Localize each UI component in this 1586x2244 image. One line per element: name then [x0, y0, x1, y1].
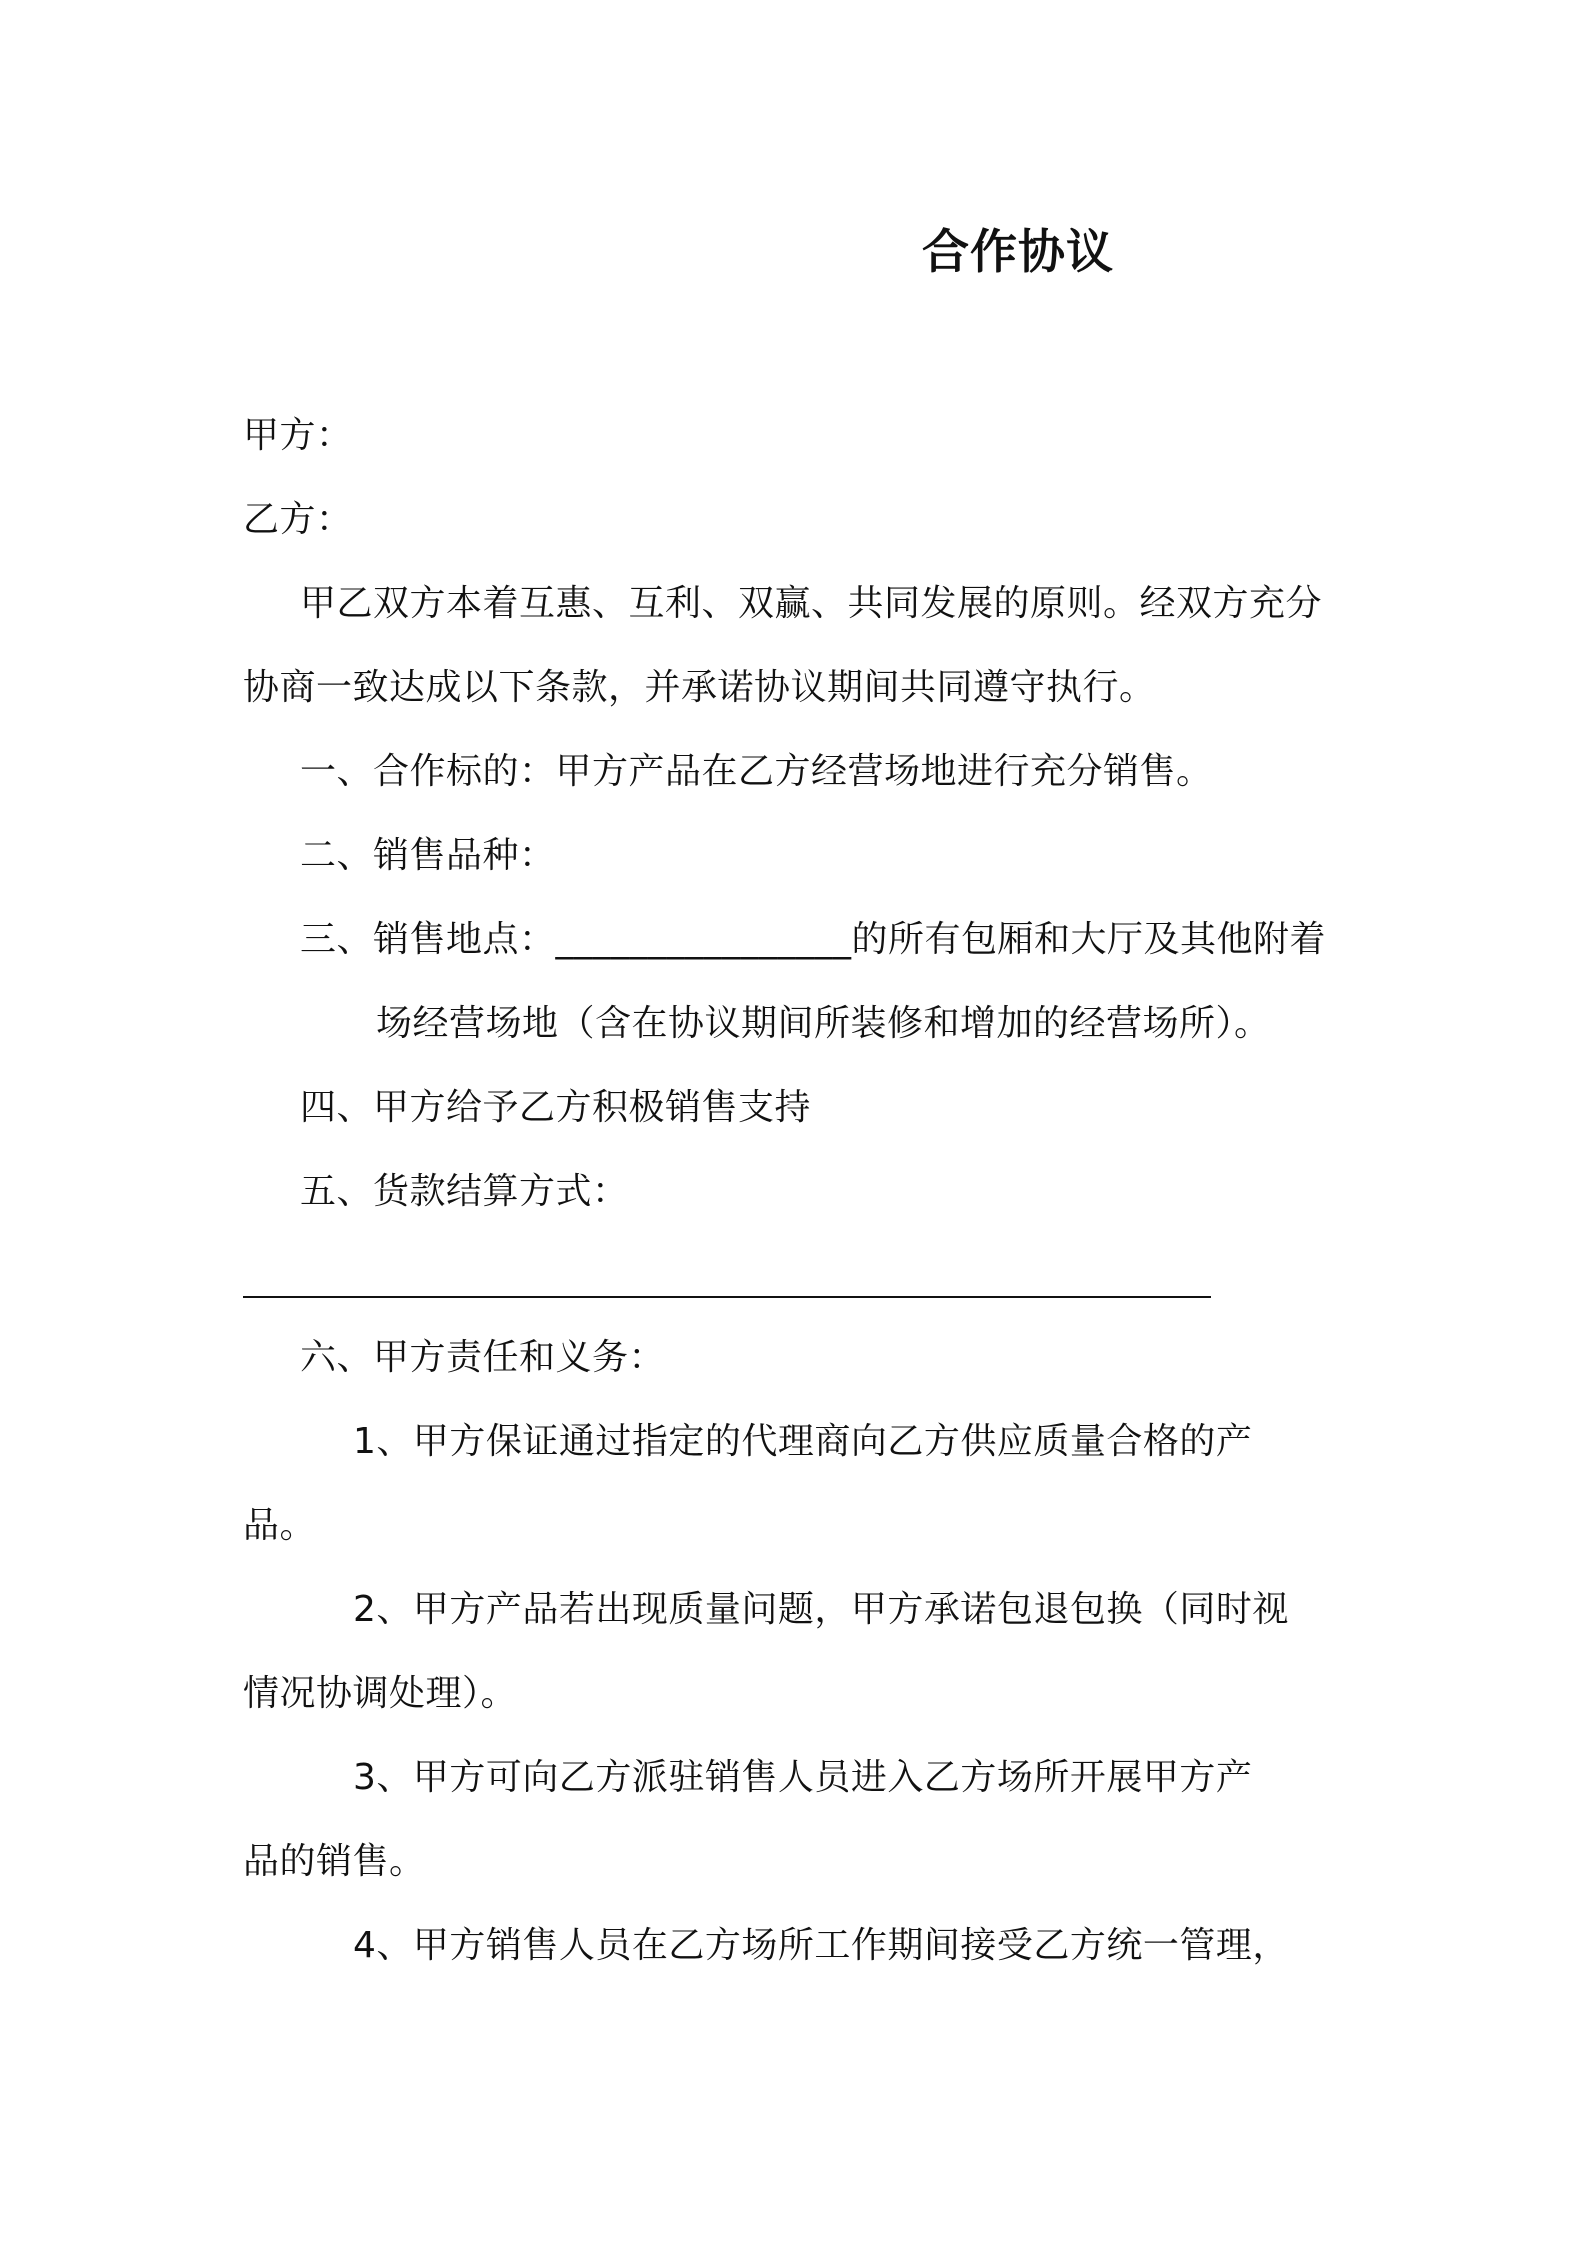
party-b-label: 乙方：: [243, 499, 353, 540]
document-title: 合作协议: [922, 225, 1114, 280]
clause-4: 四、甲方给予乙方积极销售支持: [300, 1087, 812, 1128]
party-a-label: 甲方：: [243, 415, 353, 456]
item-2-line-2: 情况协调处理）。: [243, 1673, 518, 1714]
clause-3-line-2: 场经营场地（含在协议期间所装修和增加的经营场所）。: [376, 1003, 1271, 1044]
item-4-line-1: 4、甲方销售人员在乙方场所工作期间接受乙方统一管理，: [353, 1925, 1289, 1966]
clause-2: 二、销售品种：: [300, 835, 556, 876]
clause-3-line-1: 三、销售地点：________________的所有包厢和大厅及其他附着: [300, 919, 1327, 960]
clause-1: 一、合作标的：甲方产品在乙方经营场地进行充分销售。: [300, 751, 1213, 792]
intro-line-2: 协商一致达成以下条款，并承诺协议期间共同遵守执行。: [243, 667, 1156, 708]
item-1-line-2: 品。: [243, 1505, 317, 1546]
item-3-line-1: 3、甲方可向乙方派驻销售人员进入乙方场所开展甲方产: [353, 1757, 1253, 1798]
clause-5: 五、货款结算方式：: [300, 1171, 629, 1212]
clause-6: 六、甲方责任和义务：: [300, 1337, 666, 1378]
item-3-line-2: 品的销售。: [243, 1841, 426, 1882]
item-2-line-1: 2、甲方产品若出现质量问题，甲方承诺包退包换（同时视: [353, 1589, 1289, 1630]
payment-blank-line: [243, 1296, 1211, 1298]
item-1-line-1: 1、甲方保证通过指定的代理商向乙方供应质量合格的产: [353, 1421, 1253, 1462]
intro-line-1: 甲乙双方本着互惠、互利、双赢、共同发展的原则。经双方充分: [300, 583, 1323, 624]
